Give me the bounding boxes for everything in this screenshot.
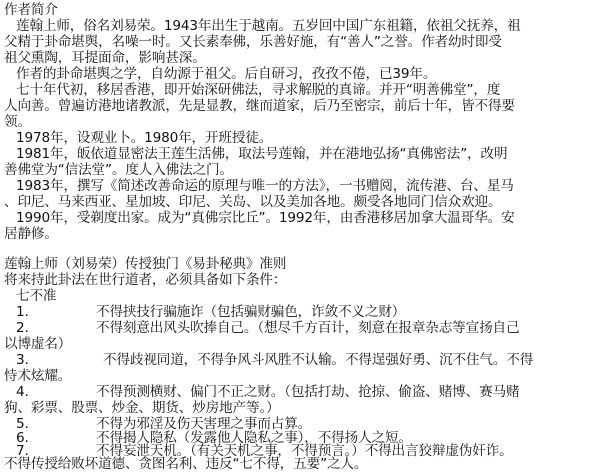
rule-continuation: 不得传授给败坏道德、贪图名利、违反“七不得，五要”之人。 xyxy=(4,456,368,472)
bio-line: 七十年代初，移居香港，即开始深研佛法，寻求解脱的真谛。并开“明善佛堂”，度 xyxy=(16,82,501,98)
seven-rules-title: 七不准 xyxy=(16,288,57,304)
bio-line: 领。 xyxy=(4,114,31,130)
rule-number: 1. xyxy=(16,304,29,320)
bio-line: 1983年，撰写《简述改善命运的原理与唯一的方法》，一书赠阅，流传港、台、星马 xyxy=(16,178,514,194)
bio-line: 人向善。曾遍访港地诸教派，先是显教，继而道家，后乃至密宗，前后十年，皆不得要 xyxy=(4,98,515,114)
rule-number: 4. xyxy=(16,384,29,400)
rule-item xyxy=(16,384,596,400)
rule-text: 不得为邪淫及伤天害理之事而占算。 xyxy=(96,416,312,432)
bio-line: 祖父熏陶，耳提面命，影响甚深。 xyxy=(4,50,206,66)
bio-line: 1981年，皈依道显密法王莲生活佛，取法号莲翰，并在港地弘扬“真佛密法”，改明 xyxy=(16,146,508,162)
bio-line: 作者的卦命堪舆之学，自幼源于祖父。后自研习，孜孜不倦，已39年。 xyxy=(16,66,437,82)
rule-number: 5. xyxy=(16,416,29,432)
bio-line: 父精于卦命堪舆，名噪一时。又长素奉佛，乐善好施，有“善人”之誉。作者幼时即受 xyxy=(4,34,502,50)
heading-author-intro: 作者简介 xyxy=(4,2,58,18)
rule-text: 不得刻意出风头吹捧自己。（想尽千方百计，刻意在报章杂志等宣扬自己 xyxy=(96,320,520,336)
bio-line: 、印尼、马来西亚、星加坡、印尼、关岛、以及美加各地。颇受各地同门信众欢迎。 xyxy=(4,194,502,210)
bio-line: 莲翰上师，俗名刘易荣。1943年出生于越南。五岁回中国广东祖籍，依祖父抚养，祖 xyxy=(16,18,521,34)
bio-line: 居静修。 xyxy=(4,226,58,242)
rule-continuation: 恃术炫耀。 xyxy=(4,368,72,384)
heading-rules: 莲翰上师（刘易荣）传授独门《易卦秘典》准则 xyxy=(4,256,287,272)
bio-line: 1990年，受剃度出家。成为“真佛宗比丘”。1992年，由香港移居加拿大温哥华。安 xyxy=(16,210,515,226)
rule-number: 2. xyxy=(16,320,29,336)
rule-item xyxy=(16,304,596,320)
rule-number: 3. xyxy=(16,352,29,368)
rule-number: 7. xyxy=(16,443,29,459)
rule-text: 不得歧视同道，不得争风斗风胜不认输。不得逞强好勇、沉不住气。不得 xyxy=(103,352,534,368)
rule-text: 不得妄泄天机。（有关天机之事，不得预言。）不得出言狡辩虚伪奸诈。 xyxy=(96,443,513,459)
bio-line: 1978年，设观业卜。1980年，开班授徒。 xyxy=(16,130,273,146)
rule-item xyxy=(16,320,596,336)
rule-number: 6. xyxy=(16,430,29,446)
rule-text: 不得揭人隐私（发露他人隐私之事），不得扬人之短。 xyxy=(96,430,412,446)
rule-continuation: 狗、彩票、股票、炒金、期货、炒房地产等。） xyxy=(4,400,280,416)
rules-intro: 将来持此卦法在世行道者，必须具备如下条件： xyxy=(4,272,287,288)
rule-continuation: 以博虚名） xyxy=(4,336,72,352)
rule-text: 不得挟技行骗施诈（包括骗财骗色，诈敛不义之财） xyxy=(96,304,406,320)
rule-item xyxy=(16,352,596,368)
rule-text: 不得预测横财、偏门不正之财。（包括打劫、抢掠、偷盗、赌博、赛马赌 xyxy=(96,384,520,400)
bio-line: 善佛堂为“信法堂”。度人入佛法之门。 xyxy=(4,162,233,178)
